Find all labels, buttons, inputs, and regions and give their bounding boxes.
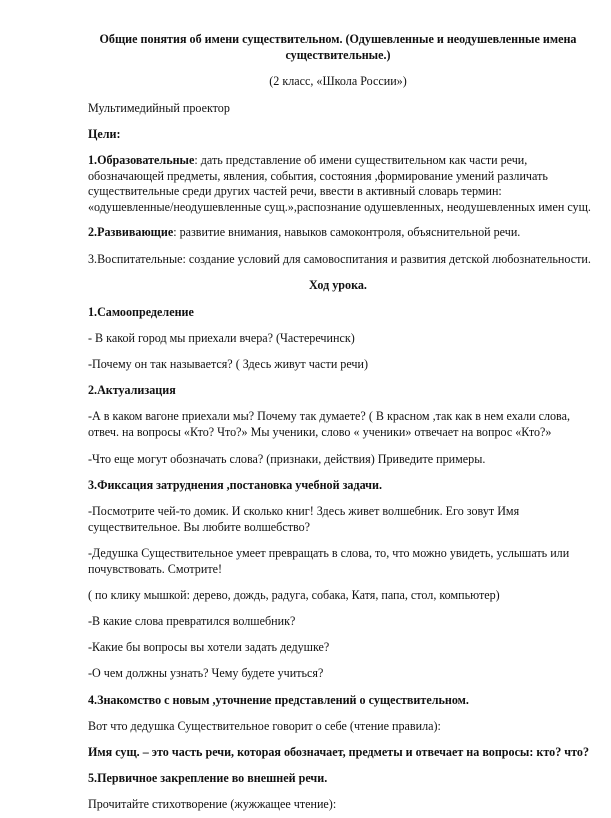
section-3-paragraph-3: ( по клику мышкой: дерево, дождь, радуга, собака, Катя, папа, стол, компьютер) (88, 588, 500, 602)
section-1-question-1: - В какой город мы приехали вчера? (Частеречинск) (88, 331, 355, 345)
goal-1-line-4: «одушевленные/неодушевленные сущ.»,распознание одушевленных, неодушевленных имен сущ. (88, 200, 591, 215)
document-title (88, 32, 588, 63)
section-2-p1-line-2: отвеч. на вопросы «Кто? Что?» Мы ученики, слово « ученики» отвечает на вопрос «Кто?» (88, 424, 552, 439)
lesson-heading: Ход урока. (309, 278, 367, 292)
section-2-heading: 2.Актуализация (88, 383, 176, 397)
goal-1-paragraph (88, 153, 591, 216)
section-5-paragraph-1: Прочитайте стихотворение (жужжащее чтение): (88, 797, 337, 811)
section-4-paragraph-1: Вот что дедушка Существительное говорит о себе (чтение правила): (88, 719, 441, 733)
section-3-heading: 3.Фиксация затруднения ,постановка учебной задачи. (88, 478, 382, 492)
section-3-paragraph-2 (88, 546, 588, 577)
section-5-heading: 5.Первичное закрепление во внешней речи. (88, 771, 328, 785)
title-line-2: существительные.) (285, 47, 391, 62)
goal-2-paragraph (88, 225, 588, 241)
section-1-question-2: -Почему он так называется? ( Здесь живут части речи) (88, 357, 369, 371)
goal-1-line-1: : дать представление об имени существительном как части речи, (194, 153, 528, 167)
goal-2-label: 2.Развивающие (88, 225, 174, 239)
title-line-1: Общие понятия об имени существительном. (Одушевленные и неодушевленные имена (99, 32, 577, 46)
goal-1-line-3: существительные среди других частей речи, ввести в активный словарь термин: (88, 184, 502, 199)
section-1-heading: 1.Самоопределение (88, 305, 194, 319)
section-4-rule: Имя сущ. – это часть речи, которая обозначает, предметы и отвечает на вопросы: кто? что? (88, 745, 589, 759)
section-2-paragraph-2: -Что еще могут обозначать слова? (признаки, действия) Приведите примеры. (88, 452, 486, 466)
goal-3-paragraph: 3.Воспитательные: создание условий для самовоспитания и развития детской любознательности. (88, 252, 591, 266)
goal-1-label: 1.Образовательные (88, 153, 195, 167)
section-2-p1-line-1: -А в каком вагоне приехали мы? Почему так думаете? ( В красном ,так как в нем ехали слова, (88, 409, 571, 423)
section-3-p1-line-1: -Посмотрите чей-то домик. И сколько книг! Здесь живет волшебник. Его зовут Имя (88, 504, 520, 518)
section-3-paragraph-1 (88, 504, 588, 535)
section-3-p1-line-2: существительное. Вы любите волшебство? (88, 519, 311, 534)
section-3-paragraph-6: -О чем должны узнать? Чему будете учиться? (88, 666, 324, 680)
goal-2-text: : развитие внимания, навыков самоконтроля, объяснительной речи. (173, 225, 521, 239)
section-3-paragraph-4: -В какие слова превратился волшебник? (88, 614, 296, 628)
document-subtitle: (2 класс, «Школа России») (269, 74, 407, 88)
section-4-heading: 4.Знакомство с новым ,уточнение представлений о существительном. (88, 693, 469, 707)
section-3-p2-line-2: почувствовать. Смотрите! (88, 561, 222, 576)
goal-1-line-2: обозначающей предметы, явления, события, состояния ,формирование умений различать (88, 168, 548, 183)
equipment-line: Мультимедийный проектор (88, 101, 230, 115)
goals-heading: Цели: (88, 127, 121, 141)
section-3-p2-line-1: -Дедушка Существительное умеет превращать в слова, то, что можно увидеть, услышать или (88, 546, 570, 560)
section-2-paragraph-1 (88, 409, 588, 440)
section-3-paragraph-5: -Какие бы вопросы вы хотели задать дедушке? (88, 640, 330, 654)
